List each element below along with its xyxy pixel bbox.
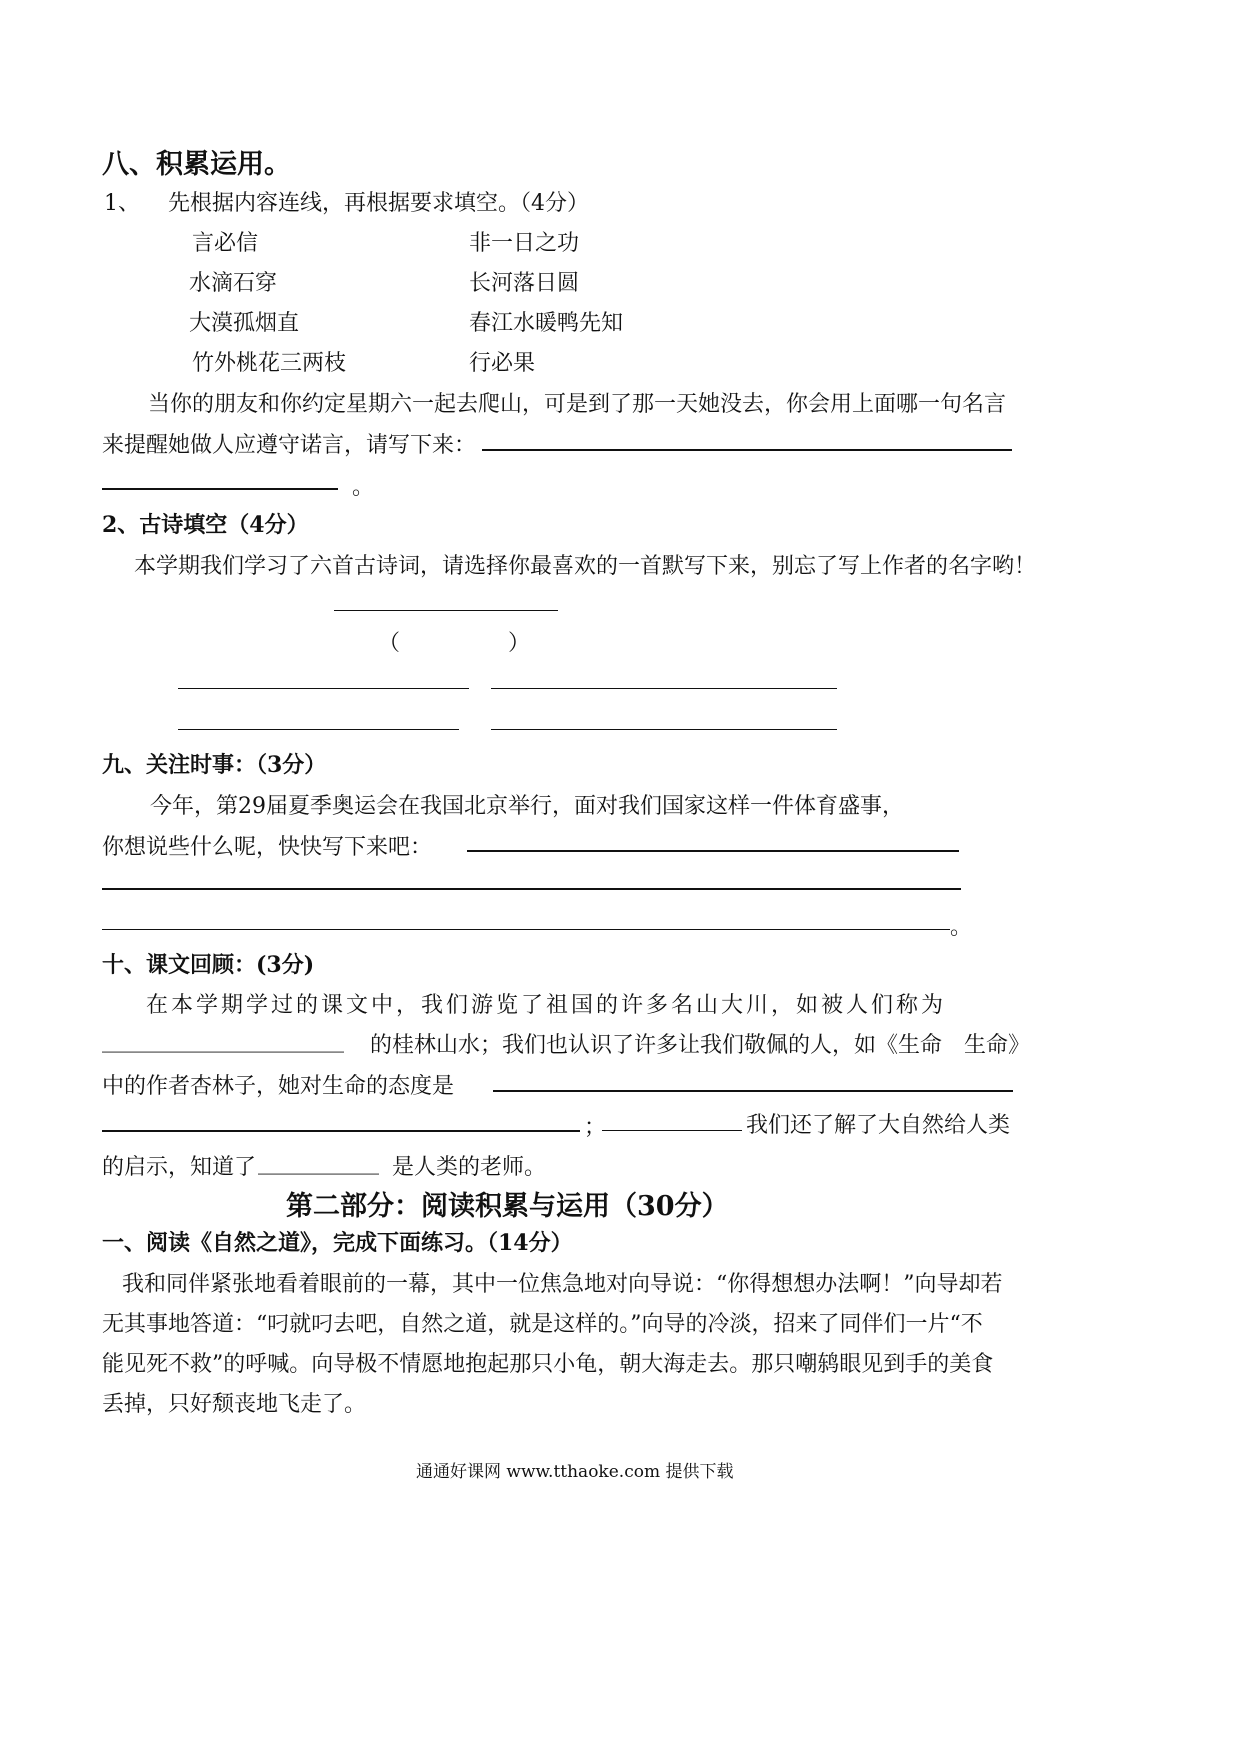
s10-line3: 中的作者杏林子，她对生命的态度是 [102,1074,455,1099]
poem-line[interactable] [178,729,459,730]
s10-blank-teacher[interactable]: ___________ [258,1150,379,1175]
s9-line1: 今年，第29届夏季奥运会在我国北京举行，面对我们国家这样一件体育盛事， [150,794,904,819]
passage-line-4: 丢掉，只好颓丧地飞走了。 [102,1392,367,1417]
passage-line-2: 无其事地答道：“叼就叼去吧，自然之道，就是这样的。”向导的冷淡，招来了同伴们一片“不 [102,1312,983,1337]
answer-line[interactable] [102,488,338,490]
answer-line[interactable] [102,1130,580,1132]
passage-line-1: 我和同伴紧张地看着眼前的一幕，其中一位焦急地对向导说：“你得想想办法啊！”向导却若 [122,1272,1003,1297]
q1-scenario-line1: 当你的朋友和你约定星期六一起去爬山，可是到了那一天她没去，你会用上面哪一句名言 [148,392,1007,417]
s10-line5-a: 的启示，知道了 [102,1155,257,1180]
q1-number: 1、 [104,191,140,216]
footer-credit: 通通好课网 www.tthaoke.com 提供下载 [416,1462,734,1482]
answer-line[interactable] [467,850,959,852]
q2-instruction: 本学期我们学习了六首古诗词，请选择你最喜欢的一首默写下来，别忘了写上作者的名字哟！ [134,554,1037,579]
left-item-2: 水滴石穿 [189,271,278,296]
left-item-1: 言必信 [192,231,259,256]
q1-prompt: 先根据内容连线，再根据要求填空。（4分） [168,191,589,216]
answer-line[interactable] [602,1130,742,1131]
s10-blank-guilin[interactable]: ______________________ [102,1028,344,1053]
poem-line[interactable] [491,688,837,689]
period: 。 [352,475,375,500]
answer-line[interactable] [493,1090,1013,1092]
part2-q1-heading: 一、阅读《自然之道》，完成下面练习。（14分） [102,1230,573,1256]
answer-line[interactable] [102,929,950,930]
left-item-4: 竹外桃花三两枝 [192,351,347,376]
q1-scenario-line2: 来提醒她做人应遵守诺言，请写下来： [102,433,477,458]
section-10-heading: 十、课文回顾：(3分) [102,952,315,978]
s10-line2: 的桂林山水；我们也认识了许多让我们敬佩的人，如《生命 生命》 [370,1033,1031,1058]
right-item-4: 行必果 [469,351,536,376]
section-9-heading: 九、关注时事：（3分） [102,752,327,778]
answer-line[interactable] [482,449,1012,451]
section-8-heading: 八、积累运用。 [102,149,291,180]
author-paren-open: （ [378,631,401,656]
q2-heading: 2、古诗填空（4分） [102,512,309,538]
poem-title-line[interactable] [334,610,558,611]
semicolon: ； [584,1115,607,1140]
author-paren-close: ） [508,631,531,656]
right-item-2: 长河落日圆 [469,271,580,296]
poem-line[interactable] [491,729,837,730]
s9-line2: 你想说些什么呢，快快写下来吧： [102,835,433,860]
left-item-3: 大漠孤烟直 [189,311,300,336]
right-item-3: 春江水暖鸭先知 [469,311,624,336]
s10-line1: 在本学期学过的课文中，我们游览了祖国的许多名山大川，如被人们称为 [146,993,947,1018]
s10-line5-b: 是人类的老师。 [392,1155,547,1180]
poem-line[interactable] [178,688,469,689]
s10-line4: 我们还了解了大自然给人类 [746,1113,1011,1138]
passage-line-3: 能见死不救”的呼喊。向导极不情愿地抱起那只小龟，朝大海走去。那只嘲鸫眼见到手的美食 [102,1352,994,1377]
right-item-1: 非一日之功 [469,231,580,256]
part2-title: 第二部分：阅读积累与运用（30分） [286,1191,729,1222]
answer-line[interactable] [102,888,961,890]
period: 。 [950,915,973,940]
